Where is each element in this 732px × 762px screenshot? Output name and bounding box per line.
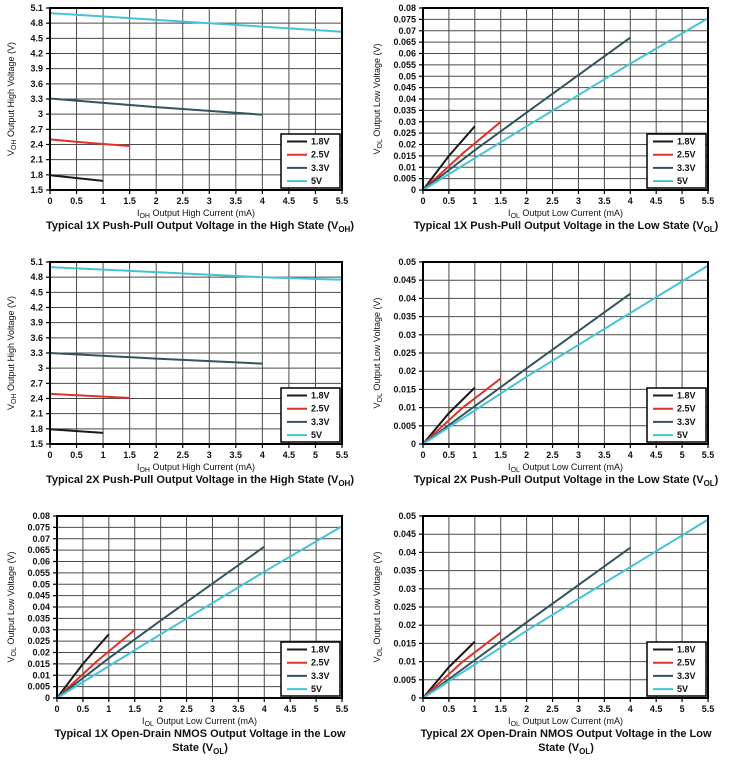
svg-text:0.04: 0.04 (398, 293, 416, 304)
svg-text:1.5: 1.5 (494, 450, 507, 460)
svg-text:0.05: 0.05 (398, 257, 416, 267)
svg-text:3: 3 (575, 704, 581, 714)
svg-text:3.5: 3.5 (598, 196, 611, 206)
svg-text:2.5: 2.5 (176, 196, 189, 206)
svg-text:0.07: 0.07 (32, 533, 50, 544)
x-axis-label: $I_{OH}$ Output High Current (mA) (136, 208, 256, 218)
y-axis-label: $V_{OL}$ Output Low Voltage (V) (372, 43, 384, 155)
svg-text:3: 3 (575, 450, 581, 460)
svg-text:0: 0 (410, 185, 416, 195)
x-tick-labels (47, 196, 348, 206)
svg-text:0.02: 0.02 (398, 620, 416, 631)
y-axis-label: $V_{OL}$ Output Low Voltage (V) (372, 551, 384, 663)
svg-text:0.045: 0.045 (393, 275, 416, 286)
svg-text:0.05: 0.05 (398, 71, 416, 82)
svg-text:2: 2 (153, 196, 159, 206)
svg-text:2.4: 2.4 (30, 393, 43, 404)
svg-text:5.5: 5.5 (701, 196, 715, 206)
svg-text:0.5: 0.5 (442, 196, 456, 206)
svg-text:2.1: 2.1 (30, 154, 43, 165)
svg-text:0: 0 (47, 450, 53, 460)
svg-text:0.035: 0.035 (393, 105, 416, 116)
chart-title: Typical 2X Open-Drain NMOS Output Voltage in the Low State $(V_{OL})$ (420, 728, 712, 757)
svg-text:4: 4 (261, 704, 267, 714)
svg-text:1.5: 1.5 (123, 196, 136, 206)
svg-text:0.075: 0.075 (27, 522, 50, 533)
svg-text:0.065: 0.065 (393, 37, 416, 48)
y-tick-labels (393, 257, 416, 449)
svg-text:0.05: 0.05 (398, 511, 416, 521)
svg-text:2.5: 2.5 (180, 704, 193, 714)
svg-text:2.5: 2.5 (546, 196, 559, 206)
series-line-2.5V (423, 379, 501, 445)
svg-text:2.5: 2.5 (546, 450, 559, 460)
svg-text:5.1: 5.1 (30, 3, 43, 13)
svg-text:0.5: 0.5 (70, 196, 83, 206)
svg-text:0.02: 0.02 (398, 366, 416, 377)
svg-text:0.045: 0.045 (393, 529, 416, 540)
legend-label-3.3V: 3.3V (677, 670, 696, 681)
svg-text:3: 3 (209, 704, 215, 714)
svg-text:0.065: 0.065 (27, 545, 50, 556)
legend (647, 388, 706, 442)
y-axis-label: $V_{OH}$ Output High Voltage (V) (6, 41, 18, 157)
x-tick-labels (420, 196, 714, 206)
legend-label-2.5V: 2.5V (311, 149, 330, 160)
chart-2x-open-drain-vol (366, 508, 732, 762)
svg-text:5: 5 (679, 196, 685, 206)
svg-text:0.005: 0.005 (27, 681, 50, 692)
svg-text:2: 2 (153, 450, 159, 460)
svg-text:5.5: 5.5 (335, 450, 349, 460)
y-tick-labels (393, 511, 416, 703)
svg-text:3.9: 3.9 (30, 317, 43, 328)
svg-text:0.015: 0.015 (393, 638, 416, 649)
svg-text:4.8: 4.8 (30, 18, 43, 29)
y-tick-labels (27, 511, 50, 703)
legend-label-2.5V: 2.5V (677, 657, 696, 668)
legend-label-2.5V: 2.5V (311, 403, 330, 414)
svg-text:0.02: 0.02 (398, 139, 416, 150)
chart-1x-push-pull-voh (0, 0, 366, 254)
svg-text:3.5: 3.5 (229, 450, 243, 460)
svg-text:0.005: 0.005 (393, 173, 416, 184)
svg-text:0.045: 0.045 (393, 82, 416, 93)
svg-text:3.9: 3.9 (30, 63, 43, 74)
svg-text:0.03: 0.03 (398, 329, 416, 340)
series-line-2.5V (423, 633, 501, 699)
legend (281, 134, 340, 188)
svg-text:4: 4 (259, 196, 265, 206)
svg-text:4: 4 (259, 450, 265, 460)
svg-text:4: 4 (627, 196, 633, 206)
legend (281, 642, 340, 696)
svg-text:0.015: 0.015 (393, 150, 416, 161)
svg-text:1.5: 1.5 (494, 196, 507, 206)
svg-text:3: 3 (206, 450, 212, 460)
svg-text:5.1: 5.1 (30, 257, 43, 267)
svg-text:5: 5 (312, 196, 318, 206)
svg-text:4.5: 4.5 (649, 196, 663, 206)
svg-text:1.8: 1.8 (30, 423, 43, 434)
svg-text:1.8: 1.8 (30, 169, 43, 180)
svg-text:0.5: 0.5 (442, 704, 456, 714)
svg-text:0.035: 0.035 (27, 613, 50, 624)
svg-text:5.5: 5.5 (335, 704, 349, 714)
legend (281, 388, 340, 442)
series-line-2.5V (50, 394, 130, 398)
svg-text:0.025: 0.025 (393, 602, 416, 612)
svg-text:0.07: 0.07 (398, 25, 416, 36)
svg-text:0.055: 0.055 (393, 59, 416, 70)
x-axis-label: $I_{OL}$ Output Low Current (mA) (508, 716, 623, 726)
svg-text:5: 5 (679, 450, 685, 460)
svg-text:0.025: 0.025 (393, 348, 416, 358)
svg-text:4.8: 4.8 (30, 272, 43, 283)
legend-label-5V: 5V (311, 430, 323, 441)
legend-label-2.5V: 2.5V (677, 149, 696, 160)
svg-text:2.7: 2.7 (30, 378, 43, 389)
svg-text:0.045: 0.045 (27, 590, 50, 601)
legend-label-5V: 5V (311, 176, 323, 187)
series-line-5V (50, 13, 342, 32)
svg-text:4.5: 4.5 (30, 33, 43, 44)
svg-text:4.5: 4.5 (649, 450, 663, 460)
svg-text:1: 1 (472, 450, 478, 460)
legend (647, 134, 706, 188)
y-tick-labels (393, 3, 416, 195)
legend-label-5V: 5V (677, 176, 689, 187)
svg-text:1: 1 (106, 704, 112, 714)
svg-text:0.05: 0.05 (32, 579, 50, 590)
svg-text:3: 3 (37, 363, 43, 374)
svg-text:2.5: 2.5 (546, 704, 559, 714)
svg-text:0.5: 0.5 (76, 704, 90, 714)
legend-label-3.3V: 3.3V (677, 416, 696, 427)
x-tick-labels (420, 704, 714, 714)
svg-text:0.055: 0.055 (27, 567, 50, 578)
x-axis-label: $I_{OL}$ Output Low Current (mA) (508, 462, 623, 472)
legend-label-1.8V: 1.8V (677, 644, 696, 655)
legend-label-1.8V: 1.8V (311, 390, 330, 401)
x-tick-labels (47, 450, 348, 460)
legend-label-2.5V: 2.5V (677, 403, 696, 414)
plot-svg (366, 0, 732, 218)
svg-text:0.08: 0.08 (398, 3, 416, 13)
svg-text:3.3: 3.3 (30, 94, 43, 104)
svg-text:1.5: 1.5 (123, 450, 136, 460)
legend-label-1.8V: 1.8V (311, 644, 330, 655)
svg-text:4.5: 4.5 (283, 704, 297, 714)
chart-2x-push-pull-vol (366, 254, 732, 508)
svg-text:0.03: 0.03 (398, 116, 416, 127)
svg-text:1: 1 (472, 196, 478, 206)
svg-text:0.01: 0.01 (32, 670, 50, 681)
chart-title: Typical 1X Push-Pull Output Voltage in the Low State $(V_{OL})$ (413, 220, 719, 235)
svg-text:0.02: 0.02 (32, 647, 50, 658)
series-line-5V (50, 267, 342, 280)
svg-text:2: 2 (524, 450, 530, 460)
legend-label-1.8V: 1.8V (311, 136, 330, 147)
chart-title: Typical 2X Push-Pull Output Voltage in the Low State $(V_{OL})$ (413, 474, 719, 489)
svg-text:3: 3 (575, 196, 581, 206)
svg-text:0.005: 0.005 (393, 420, 416, 431)
plot-svg (366, 254, 732, 472)
svg-text:4: 4 (627, 704, 633, 714)
svg-text:5.5: 5.5 (701, 704, 715, 714)
svg-text:3.5: 3.5 (598, 450, 611, 460)
svg-text:2: 2 (524, 704, 530, 714)
svg-text:1: 1 (472, 704, 478, 714)
legend-label-2.5V: 2.5V (311, 657, 330, 668)
svg-text:3.5: 3.5 (229, 196, 243, 206)
svg-text:0.03: 0.03 (398, 583, 416, 594)
svg-text:0.015: 0.015 (393, 384, 416, 395)
svg-text:1.5: 1.5 (30, 185, 43, 195)
svg-text:4.5: 4.5 (30, 287, 43, 298)
svg-text:5: 5 (679, 704, 685, 714)
svg-text:0.005: 0.005 (393, 674, 416, 685)
chart-title: Typical 1X Push-Pull Output Voltage in the High State $(V_{OH})$ (45, 220, 354, 235)
svg-text:0.035: 0.035 (393, 311, 416, 322)
svg-text:3: 3 (206, 196, 212, 206)
svg-text:5.5: 5.5 (335, 196, 349, 206)
svg-text:3.3: 3.3 (30, 348, 43, 358)
plot-svg (0, 254, 366, 472)
svg-text:0: 0 (420, 704, 426, 714)
x-tick-labels (420, 450, 714, 460)
svg-text:3.6: 3.6 (30, 78, 43, 89)
legend-label-5V: 5V (311, 684, 323, 695)
plot-svg (366, 508, 732, 726)
svg-text:0.01: 0.01 (398, 162, 416, 173)
svg-text:0: 0 (47, 196, 53, 206)
legend-label-1.8V: 1.8V (677, 390, 696, 401)
svg-text:0.06: 0.06 (32, 556, 50, 567)
svg-text:2.4: 2.4 (30, 139, 43, 150)
svg-text:2.7: 2.7 (30, 124, 43, 135)
svg-text:2: 2 (524, 196, 530, 206)
svg-text:0: 0 (44, 693, 50, 703)
legend-label-3.3V: 3.3V (311, 416, 330, 427)
svg-text:3.5: 3.5 (232, 704, 245, 714)
svg-text:0: 0 (410, 693, 416, 703)
legend-label-5V: 5V (677, 430, 689, 441)
svg-text:0.03: 0.03 (32, 624, 50, 635)
svg-text:2: 2 (158, 704, 164, 714)
svg-text:0.04: 0.04 (398, 547, 416, 558)
svg-text:3: 3 (37, 109, 43, 120)
chart-title: Typical 2X Push-Pull Output Voltage in the High State $(V_{OH})$ (45, 474, 354, 489)
svg-text:4.5: 4.5 (282, 196, 296, 206)
svg-text:0.015: 0.015 (27, 658, 50, 669)
x-axis-label: $I_{OL}$ Output Low Current (mA) (508, 208, 623, 218)
svg-text:0: 0 (54, 704, 60, 714)
legend-label-1.8V: 1.8V (677, 136, 696, 147)
svg-text:3.6: 3.6 (30, 332, 43, 343)
svg-text:4: 4 (627, 450, 633, 460)
svg-text:1.5: 1.5 (128, 704, 141, 714)
plot-svg (0, 508, 366, 726)
y-axis-label: $V_{OL}$ Output Low Voltage (V) (372, 297, 384, 409)
svg-text:3.5: 3.5 (598, 704, 611, 714)
y-axis-label: $V_{OL}$ Output Low Voltage (V) (6, 551, 18, 663)
svg-text:4.2: 4.2 (30, 48, 43, 59)
svg-text:0.075: 0.075 (393, 14, 416, 25)
legend (647, 642, 706, 696)
x-tick-labels (54, 704, 348, 714)
svg-text:1.5: 1.5 (30, 439, 43, 449)
svg-text:0: 0 (420, 196, 426, 206)
legend-label-3.3V: 3.3V (311, 162, 330, 173)
svg-text:4.2: 4.2 (30, 302, 43, 313)
svg-text:1: 1 (100, 450, 106, 460)
svg-text:0.5: 0.5 (442, 450, 456, 460)
svg-text:0.06: 0.06 (398, 48, 416, 59)
svg-text:0.04: 0.04 (32, 602, 50, 612)
legend-label-3.3V: 3.3V (677, 162, 696, 173)
svg-text:0: 0 (420, 450, 426, 460)
chart-1x-push-pull-vol (366, 0, 732, 254)
svg-text:4.5: 4.5 (649, 704, 663, 714)
y-tick-labels (30, 257, 43, 449)
svg-text:0.025: 0.025 (393, 128, 416, 139)
plot-svg (0, 0, 366, 218)
x-axis-label: $I_{OL}$ Output Low Current (mA) (142, 716, 257, 726)
svg-text:0.04: 0.04 (398, 94, 416, 104)
chart-1x-open-drain-vol (0, 508, 366, 762)
legend-label-3.3V: 3.3V (311, 670, 330, 681)
svg-text:0.08: 0.08 (32, 511, 50, 521)
svg-text:5: 5 (313, 704, 319, 714)
svg-text:4.5: 4.5 (282, 450, 296, 460)
svg-text:1.5: 1.5 (494, 704, 507, 714)
chart-2x-push-pull-voh (0, 254, 366, 508)
svg-text:0.01: 0.01 (398, 402, 416, 413)
svg-text:2.1: 2.1 (30, 408, 43, 419)
svg-text:1: 1 (100, 196, 106, 206)
svg-text:0.5: 0.5 (70, 450, 83, 460)
y-axis-label: $V_{OH}$ Output High Voltage (V) (6, 295, 18, 411)
svg-text:2.5: 2.5 (176, 450, 189, 460)
x-axis-label: $I_{OH}$ Output High Current (mA) (136, 462, 256, 472)
svg-text:5: 5 (312, 450, 318, 460)
legend-label-5V: 5V (677, 684, 689, 695)
svg-text:0.035: 0.035 (393, 565, 416, 576)
y-tick-labels (30, 3, 43, 195)
svg-text:0: 0 (410, 439, 416, 449)
series-line-2.5V (50, 139, 130, 146)
chart-title: Typical 1X Open-Drain NMOS Output Voltage in the Low State $(V_{OL})$ (54, 728, 346, 757)
svg-text:0.01: 0.01 (398, 656, 416, 667)
svg-text:5.5: 5.5 (701, 450, 715, 460)
svg-text:0.025: 0.025 (27, 636, 50, 647)
